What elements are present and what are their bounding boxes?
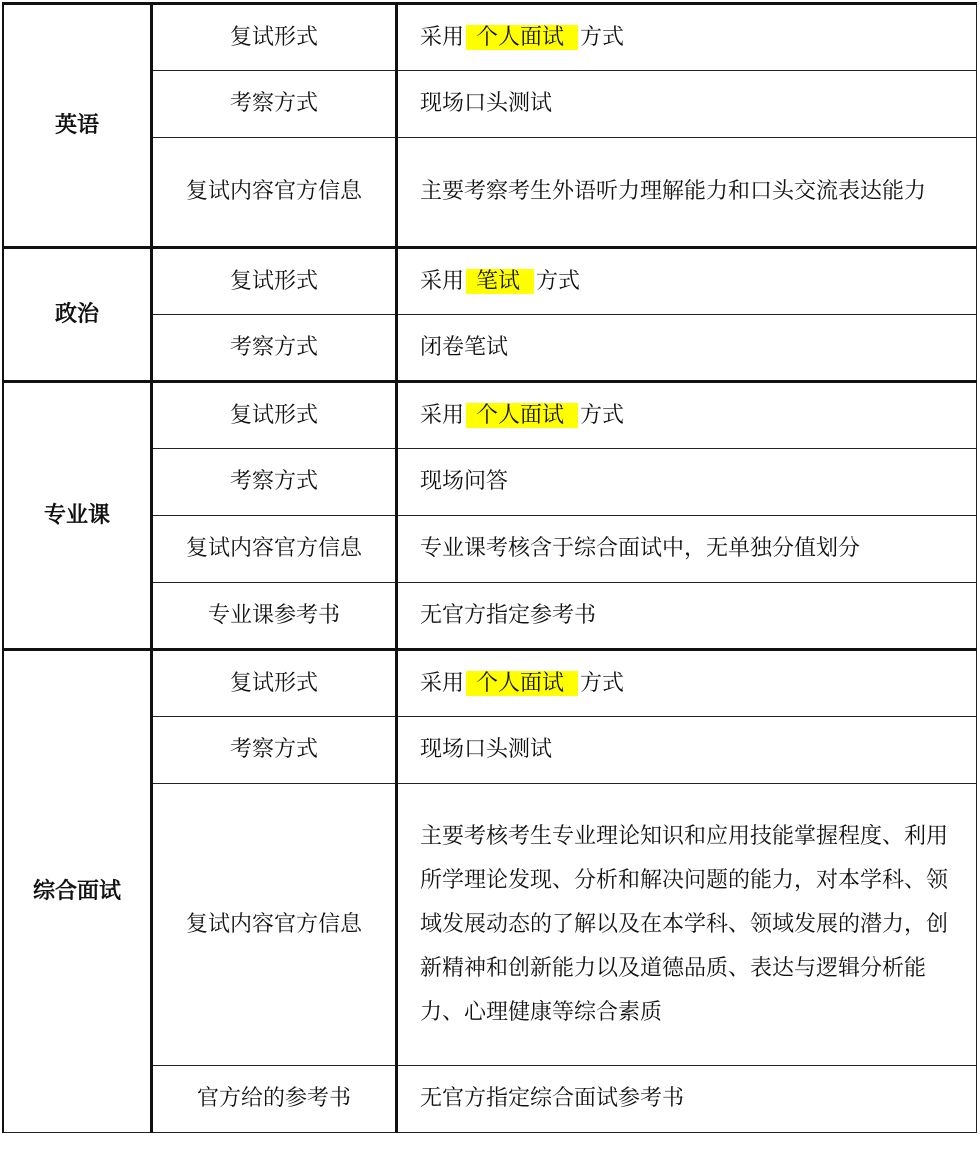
detail-cell: 闭卷笔试	[397, 315, 977, 382]
aspect-cell: 专业课参考书	[152, 583, 397, 650]
aspect-cell: 复试内容官方信息	[152, 138, 397, 248]
detail-cell	[397, 650, 977, 717]
detail-prefix: 采用	[420, 402, 465, 428]
detail-cell: 主要考察考生外语听力理解能力和口头交流表达能力	[397, 138, 977, 248]
detail-cell: 现场问答	[397, 449, 977, 516]
aspect-cell: 复试形式	[152, 382, 397, 449]
highlighted-text: 笔试	[466, 269, 534, 294]
aspect-cell: 复试内容官方信息	[152, 516, 397, 583]
detail-prefix: 采用	[420, 670, 465, 696]
detail-cell	[397, 4, 977, 71]
detail-suffix: 方式	[580, 670, 625, 696]
aspect-cell: 复试形式	[152, 248, 397, 315]
detail-cell	[397, 248, 977, 315]
detail-cell: 无官方指定综合面试参考书	[397, 1066, 977, 1133]
aspect-cell: 考察方式	[152, 449, 397, 516]
aspect-cell: 复试形式	[152, 650, 397, 717]
detail-prefix: 采用	[420, 268, 465, 294]
subject-cell: 英语	[3, 4, 152, 248]
aspect-cell: 官方给的参考书	[152, 1066, 397, 1133]
highlighted-text: 个人面试	[466, 403, 578, 428]
detail-suffix: 方式	[580, 402, 625, 428]
subject-cell: 专业课	[3, 382, 152, 650]
exam-info-table	[2, 2, 977, 1133]
aspect-cell: 复试内容官方信息	[152, 784, 397, 1066]
detail-cell: 主要考核考生专业理论知识和应用技能掌握程度、利用所学理论发现、分析和解决问题的能力，对本学科、领域发展动态的了解以及在本学科、领域发展的潜力，创新精神和创新能力以及道德品质、表达与逻辑分析能力、心理健康等综合素质	[397, 784, 977, 1066]
detail-suffix: 方式	[580, 24, 625, 50]
detail-cell	[397, 382, 977, 449]
subject-cell: 综合面试	[3, 650, 152, 1133]
detail-cell: 无官方指定参考书	[397, 583, 977, 650]
detail-cell: 现场口头测试	[397, 71, 977, 138]
highlighted-text: 个人面试	[466, 671, 578, 696]
highlighted-text: 个人面试	[466, 25, 578, 50]
aspect-cell: 考察方式	[152, 71, 397, 138]
detail-prefix: 采用	[420, 24, 465, 50]
detail-suffix: 方式	[536, 268, 581, 294]
aspect-cell: 考察方式	[152, 315, 397, 382]
aspect-cell: 考察方式	[152, 717, 397, 784]
detail-cell: 专业课考核含于综合面试中，无单独分值划分	[397, 516, 977, 583]
subject-cell: 政治	[3, 248, 152, 382]
detail-cell: 现场口头测试	[397, 717, 977, 784]
aspect-cell: 复试形式	[152, 4, 397, 71]
